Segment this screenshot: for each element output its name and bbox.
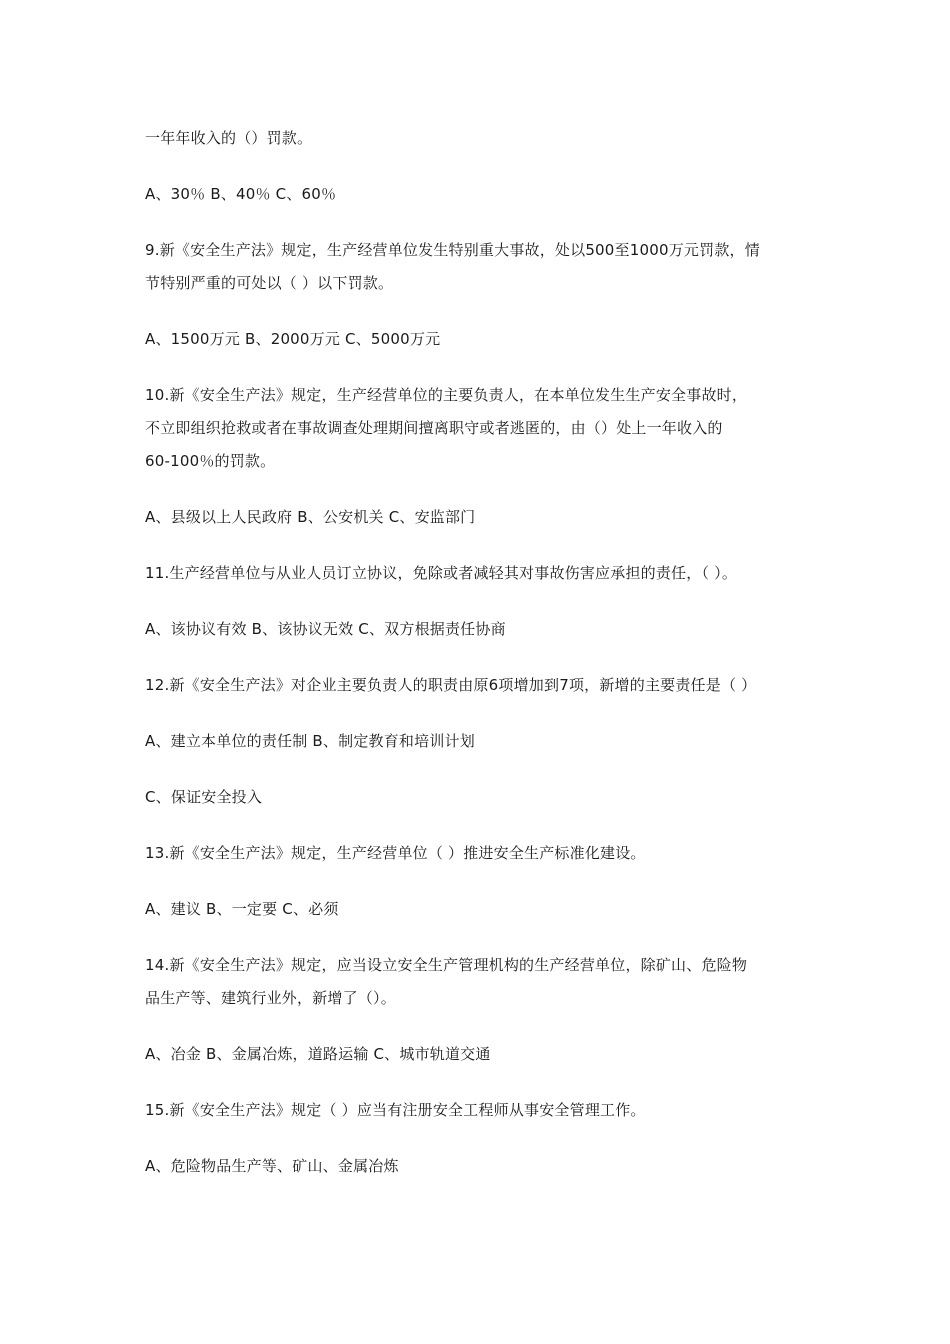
question-14-text-line-1: 14.新《安全生产法》规定，应当设立安全生产管理机构的生产经营单位，除矿山、危险物 <box>145 956 748 974</box>
question-8-text-end: 一年年收入的（）罚款。 <box>145 129 313 147</box>
question-9-text-line-1: 9.新《安全生产法》规定，生产经营单位发生特别重大事故，处以500至1000万元罚款，情 <box>145 241 760 259</box>
question-14-options: A、冶金 B、金属冶炼，道路运输 C、城市轨道交通 <box>145 1045 491 1063</box>
question-13-text: 13.新《安全生产法》规定，生产经营单位（ ）推进安全生产标准化建设。 <box>145 844 646 862</box>
question-11-text: 11.生产经营单位与从业人员订立协议，免除或者减轻其对事故伤害应承担的责任，（ ）。 <box>145 564 738 582</box>
question-10-options: A、县级以上人民政府 B、公安机关 C、安监部门 <box>145 508 476 526</box>
question-9-options: A、1500万元 B、2000万元 C、5000万元 <box>145 330 441 348</box>
question-10-text-line-2: 不立即组织抢救或者在事故调查处理期间擅离职守或者逃匿的，由（）处上一年收入的 <box>145 419 723 437</box>
question-8-options: A、30％ B、40％ C、60％ <box>145 185 337 203</box>
question-15-text: 15.新《安全生产法》规定（ ）应当有注册安全工程师从事安全管理工作。 <box>145 1101 646 1119</box>
question-9-text-line-2: 节特别严重的可处以（ ）以下罚款。 <box>145 274 394 292</box>
question-10-text-line-1: 10.新《安全生产法》规定，生产经营单位的主要负责人，在本单位发生生产安全事故时， <box>145 386 748 404</box>
question-12-options-line-2: C、保证安全投入 <box>145 788 263 806</box>
question-15-option-a: A、危险物品生产等、矿山、金属冶炼 <box>145 1157 399 1175</box>
question-13-options: A、建议 B、一定要 C、必须 <box>145 900 339 918</box>
question-12-text: 12.新《安全生产法》对企业主要负责人的职责由原6项增加到7项，新增的主要责任是（ ） <box>145 676 757 694</box>
question-11-options: A、该协议有效 B、该协议无效 C、双方根据责任协商 <box>145 620 506 638</box>
question-14-text-line-2: 品生产等、建筑行业外，新增了（）。 <box>145 989 396 1007</box>
question-10-text-line-3: 60-100％的罚款。 <box>145 452 276 470</box>
question-12-options-line-1: A、建立本单位的责任制 B、制定教育和培训计划 <box>145 732 475 750</box>
